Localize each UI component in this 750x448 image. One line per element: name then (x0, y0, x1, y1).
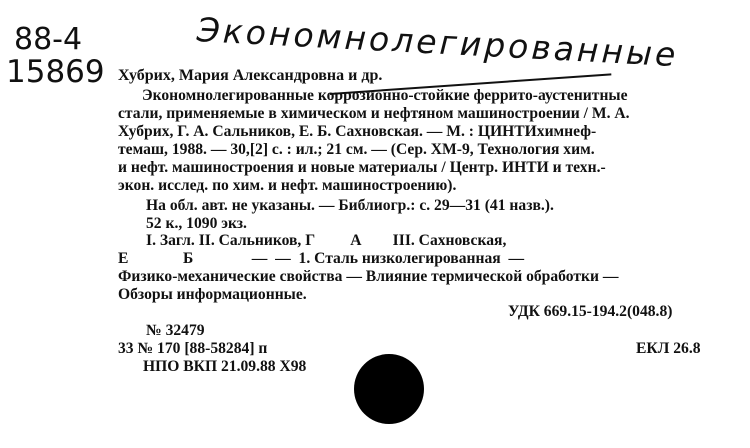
udk-code: УДК 669.15-194.2(048.8) (508, 303, 673, 320)
body-line-5: и нефт. машиностроения и новые материалы / Центр. ИНТИ и техн.- (118, 159, 606, 176)
handwritten-title: Экономнолегированные (195, 10, 680, 75)
note-line-2: 52 к., 1090 экз. (146, 215, 247, 232)
punch-hole (354, 354, 424, 424)
note-line-1: На обл. авт. не указаны. — Библиогр.: с. 29—31 (41 назв.). (146, 197, 554, 214)
ekl-code: ЕКЛ 26.8 (636, 340, 701, 357)
issue-line: 33 № 170 [88-58284] п (118, 340, 268, 357)
body-line-4: темаш, 1988. — 30,[2] с. : ил.; 21 см. — (Сер. ХМ-9, Технология хим. (118, 141, 595, 158)
index-line-3: Физико-механические свойства — Влияние термической обработки — (118, 268, 619, 285)
index-line-2: Е Б — — 1. Сталь низколегированная — (118, 250, 525, 267)
author-heading: Хубрих, Мария Александровна и др. (118, 67, 383, 84)
body-line-3: Хубрих, Г. А. Сальников, Е. Б. Сахновская. — М. : ЦИНТИхимнеф- (118, 123, 597, 140)
publisher-line: НПО ВКП 21.09.88 Х98 (143, 358, 307, 375)
handwritten-shelf-mark-1: 88-4 (14, 22, 83, 57)
index-line-1: I. Загл. II. Сальников, Г А III. Сахновская, (146, 232, 507, 249)
record-number: № 32479 (146, 322, 205, 339)
index-line-4: Обзоры информационные. (118, 286, 307, 303)
body-line-2: стали, применяемые в химическом и нефтяном машиностроении / М. А. (118, 105, 630, 122)
body-line-6: экон. исслед. по хим. и нефт. машиностроению). (118, 177, 457, 194)
handwritten-shelf-mark-2: 15869 (6, 54, 105, 90)
body-line-1: Экономнолегированные коррозионно-стойкие феррито-аустенитные (142, 87, 628, 104)
